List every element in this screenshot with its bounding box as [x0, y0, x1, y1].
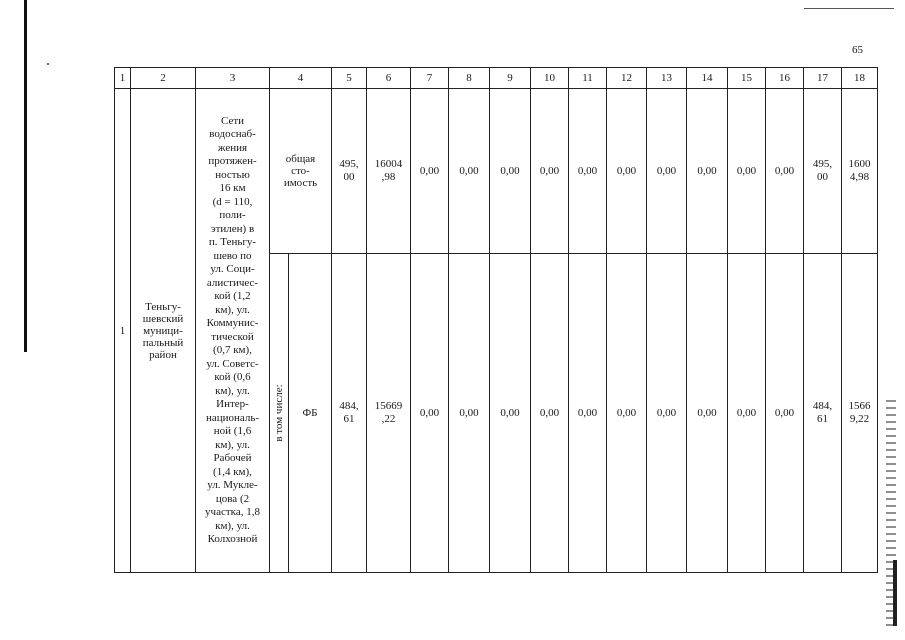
fb-value: 484, 61 [804, 254, 842, 573]
col-header: 3 [196, 68, 270, 89]
total-cost-label: общая сто- имость [270, 89, 332, 254]
col-header: 15 [728, 68, 766, 89]
column-number-row [115, 68, 878, 89]
total-value: 0,00 [569, 89, 607, 254]
fb-value: 0,00 [449, 254, 490, 573]
fb-value: 15669 ,22 [367, 254, 411, 573]
row-number: 1 [115, 89, 131, 573]
col-header: 8 [449, 68, 490, 89]
fb-value: 0,00 [411, 254, 449, 573]
col-header: 9 [490, 68, 531, 89]
fb-value: 0,00 [766, 254, 804, 573]
col-header: 14 [687, 68, 728, 89]
object-description-cell: Сети водоснаб- жения протяжен- ностью 16 км (d = 110, поли- этилен) в п. Теньгу- шево по ул. Соци- алистичес- кой (1,2 км), ул. Коммунис- тической (0,7 км), ул. Советс- кой (0,6 км), ул. Интер- националь- ной (1,6 км), ул. Рабочей (1,4 км), ул. Мукле- цова (2 участка, 1,8 км), ул. Колхозной [196, 89, 270, 573]
scan-top-rule [804, 8, 894, 9]
fb-value: 484, 61 [332, 254, 367, 573]
scan-edge-mark [24, 0, 27, 352]
including-label-cell [270, 254, 289, 573]
col-header: 18 [842, 68, 878, 89]
fb-value: 0,00 [569, 254, 607, 573]
fb-value: 0,00 [728, 254, 766, 573]
total-value: 0,00 [411, 89, 449, 254]
fb-value: 0,00 [490, 254, 531, 573]
col-header: 11 [569, 68, 607, 89]
fb-value: 0,00 [647, 254, 687, 573]
col-header: 5 [332, 68, 367, 89]
budget-table [114, 67, 878, 573]
total-value: 16004 ,98 [367, 89, 411, 254]
total-value: 0,00 [647, 89, 687, 254]
col-header: 4 [270, 68, 332, 89]
fb-value: 0,00 [531, 254, 569, 573]
scan-right-edge-dark [893, 560, 897, 626]
total-value: 0,00 [531, 89, 569, 254]
total-value: 0,00 [607, 89, 647, 254]
col-header: 16 [766, 68, 804, 89]
col-header: 13 [647, 68, 687, 89]
total-value: 0,00 [449, 89, 490, 254]
total-value: 1600 4,98 [842, 89, 878, 254]
col-header: 2 [131, 68, 196, 89]
col-header: 1 [115, 68, 131, 89]
fb-value: 1566 9,22 [842, 254, 878, 573]
total-value: 0,00 [687, 89, 728, 254]
scan-speck [47, 63, 49, 65]
fb-value: 0,00 [687, 254, 728, 573]
total-value: 0,00 [766, 89, 804, 254]
including-label: в том числе: [273, 384, 285, 442]
total-value: 0,00 [490, 89, 531, 254]
fb-label: ФБ [289, 254, 332, 573]
col-header: 7 [411, 68, 449, 89]
total-value: 495, 00 [332, 89, 367, 254]
district-cell: Теньгу- шевский муници- пальный район [131, 89, 196, 573]
table-row-total [115, 89, 878, 254]
page-number: 65 [852, 44, 863, 56]
col-header: 12 [607, 68, 647, 89]
col-header: 6 [367, 68, 411, 89]
total-value: 495, 00 [804, 89, 842, 254]
fb-value: 0,00 [607, 254, 647, 573]
col-header: 17 [804, 68, 842, 89]
total-value: 0,00 [728, 89, 766, 254]
col-header: 10 [531, 68, 569, 89]
